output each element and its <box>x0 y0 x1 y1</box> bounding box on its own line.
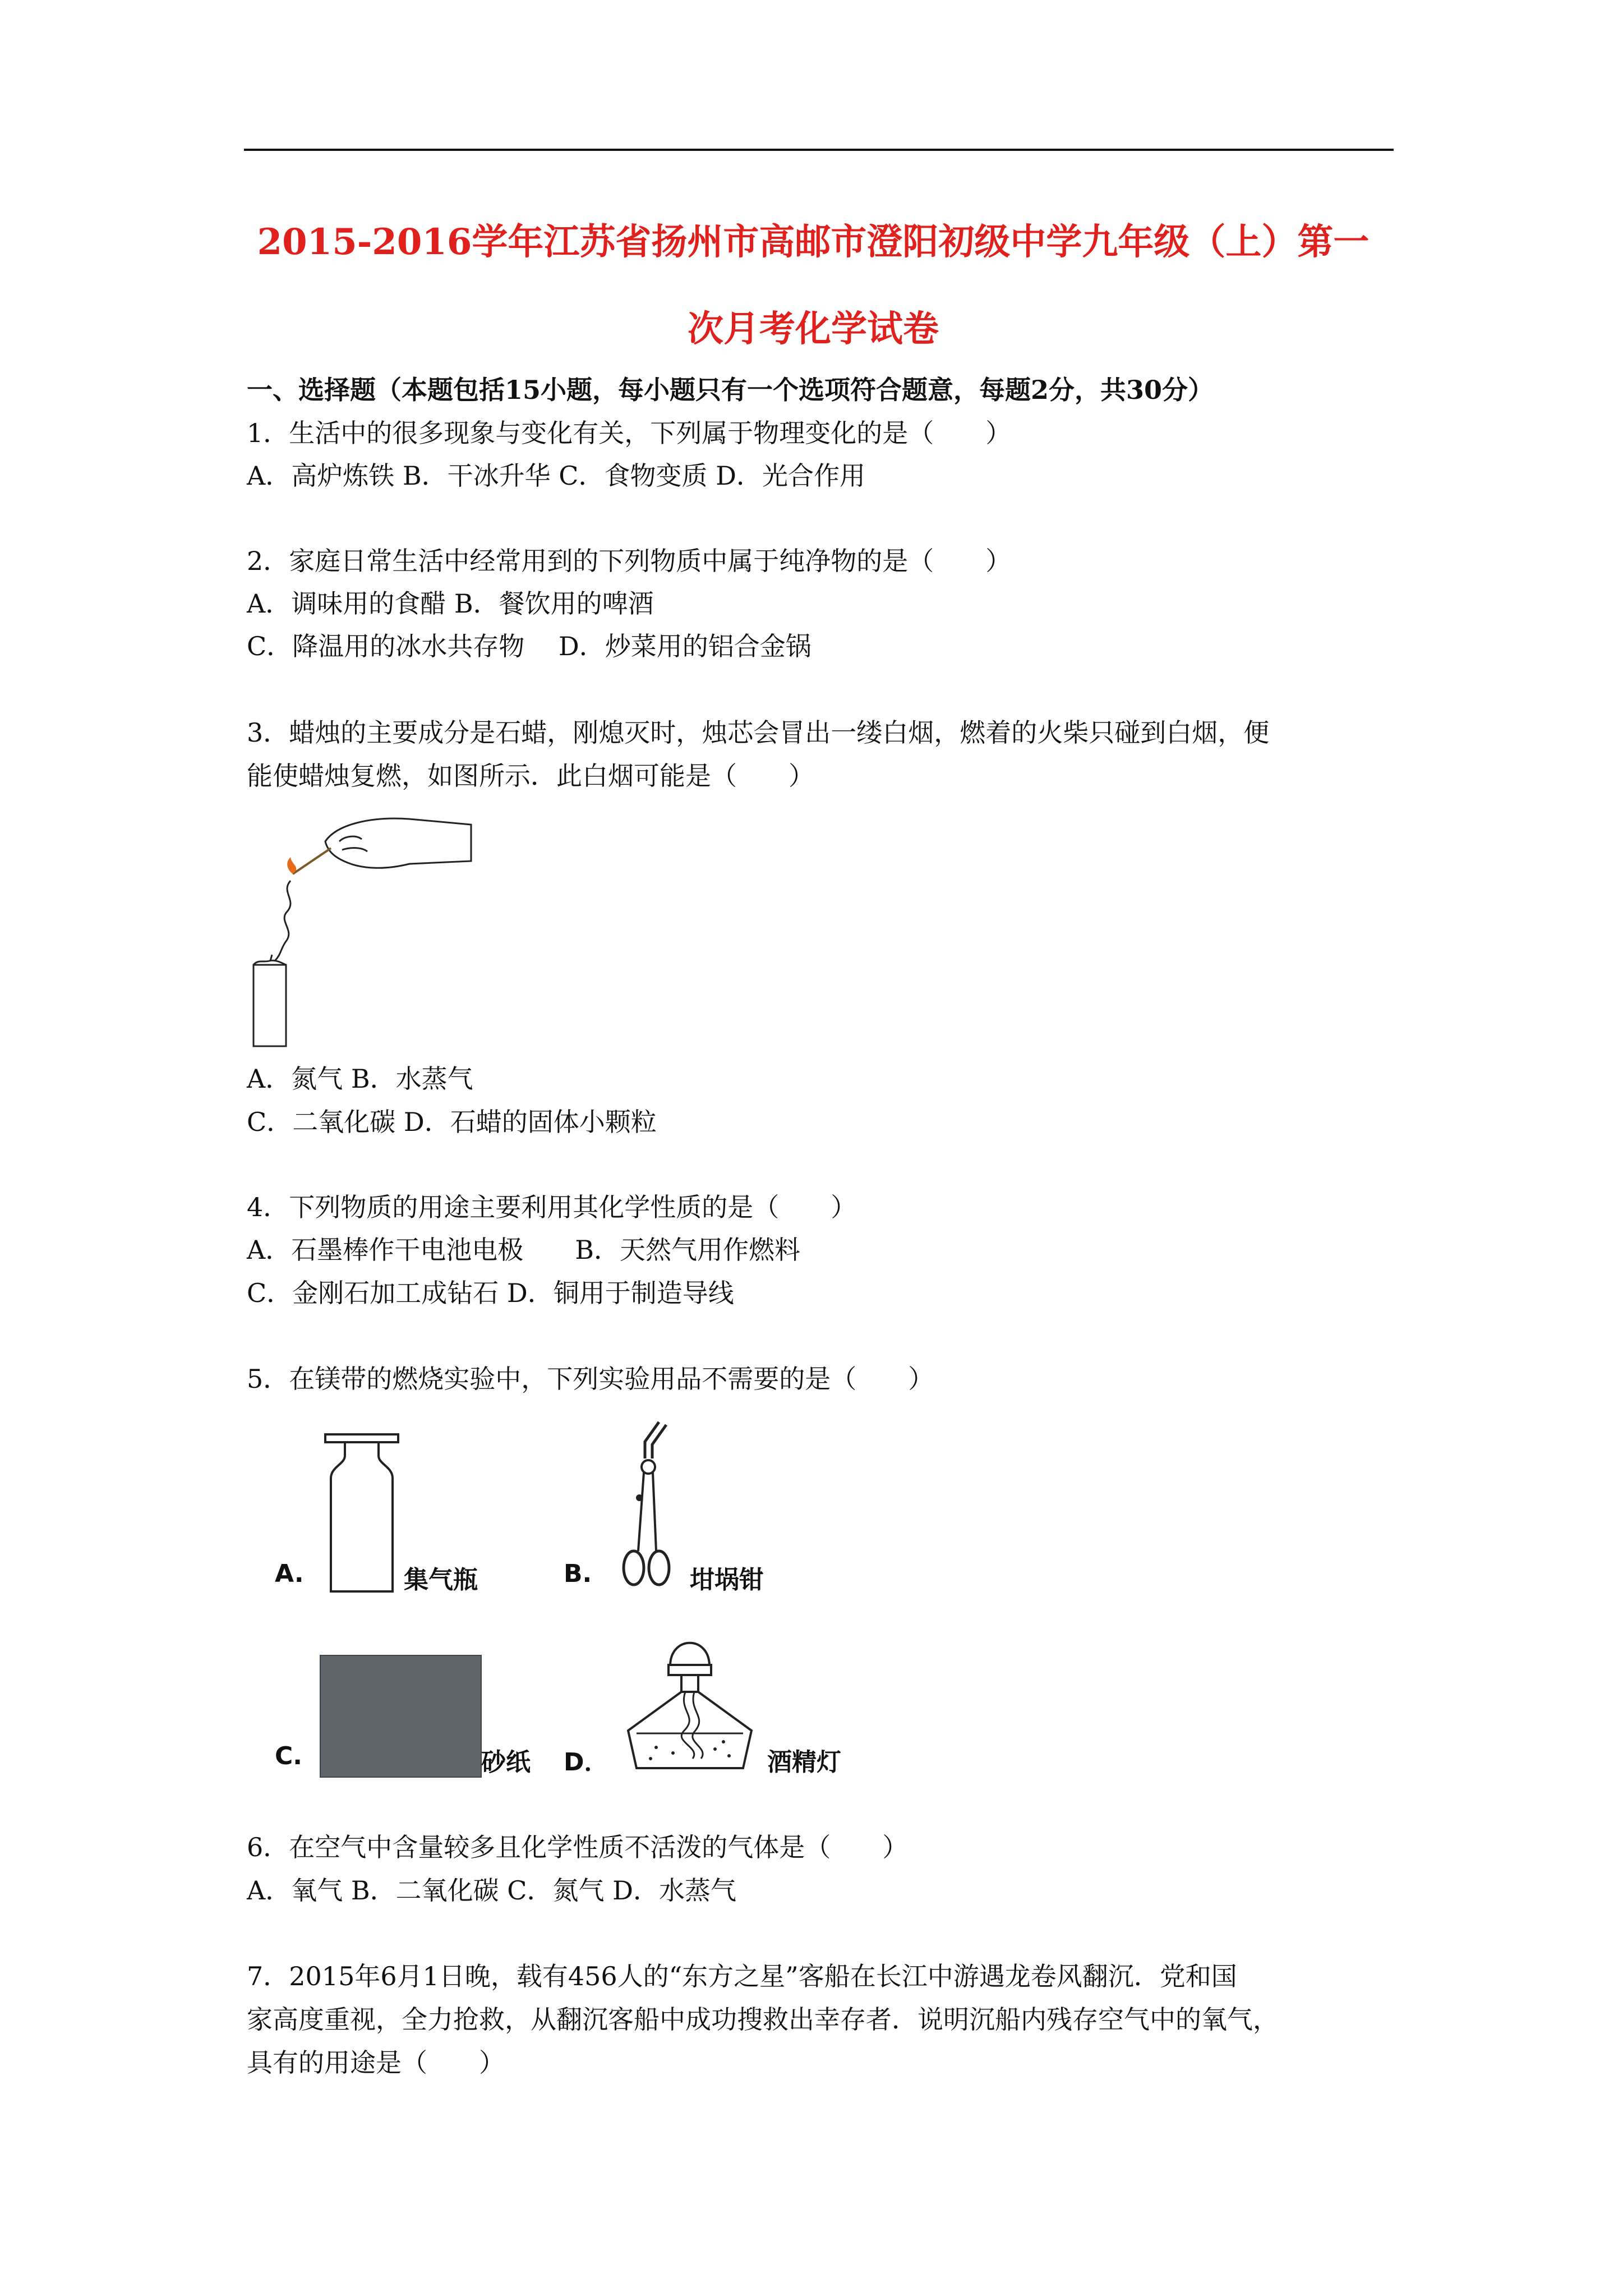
exam-title-line-1: 2015-2016学年江苏省扬州市高邮市澄阳初级中学九年级（上）第一 <box>257 221 1370 263</box>
option-d-name: 酒精灯 <box>767 1748 841 1777</box>
q4-option-row-1: A．石墨棒作干电池电极 B．天然气用作燃料 <box>247 1235 801 1265</box>
option-b-letter: B. <box>564 1559 592 1588</box>
option-a-name: 集气瓶 <box>404 1566 478 1594</box>
q3-stem-line-2: 能使蜡烛复燃，如图所示．此白烟可能是（ ） <box>247 761 814 791</box>
q7-stem-line-2: 家高度重视，全力抢救，从翻沉客船中成功搜救出幸存者．说明沉船内残存空气中的氧气， <box>247 2004 1279 2035</box>
q5-stem: 5．在镁带的燃烧实验中，下列实验用品不需要的是（ ） <box>247 1364 934 1394</box>
sandpaper-figure <box>320 1655 482 1778</box>
q3-stem-line-1: 3．蜡烛的主要成分是石蜡，刚熄灭时，烛芯会冒出一缕白烟，燃着的火柴只碰到白烟，便 <box>247 717 1270 748</box>
option-d-letter: D． <box>564 1748 609 1777</box>
candle-match-figure <box>241 802 477 1049</box>
q3-option-row-1: A．氮气 B．水蒸气 <box>247 1064 473 1094</box>
q6-stem: 6．在空气中含量较多且化学性质不活泼的气体是（ ） <box>247 1832 909 1862</box>
header-rule <box>244 149 1394 151</box>
q1-options: A．高炉炼铁 B．干冰升华 C．食物变质 D．光合作用 <box>247 461 865 491</box>
crucible-tongs-figure <box>606 1419 673 1593</box>
q2-stem: 2．家庭日常生活中经常用到的下列物质中属于纯净物的是（ ） <box>247 546 1012 576</box>
q2-option-row-2: C．降温用的冰水共存物 D．炒菜用的铝合金锅 <box>247 631 811 661</box>
option-a-letter: A. <box>275 1559 304 1588</box>
q1-stem: 1．生活中的很多现象与变化有关，下列属于物理变化的是（ ） <box>247 418 1012 448</box>
section-heading: 一、选择题（本题包括15小题，每小题只有一个选项符合题意，每题2分，共30分） <box>247 375 1214 405</box>
q3-option-row-2: C．二氧化碳 D．石蜡的固体小颗粒 <box>247 1107 657 1137</box>
q4-option-row-2: C．金刚石加工成钻石 D．铜用于制造导线 <box>247 1278 734 1308</box>
q4-stem: 4．下列物质的用途主要利用其化学性质的是（ ） <box>247 1192 857 1222</box>
q2-option-row-1: A．调味用的食醋 B．餐饮用的啤酒 <box>247 588 654 619</box>
gas-jar-figure <box>314 1433 409 1596</box>
option-c-letter: C. <box>275 1742 303 1770</box>
q7-stem-line-1: 7．2015年6月1日晚，载有456人的“东方之星”客船在长江中游遇龙卷风翻沉．党和国 <box>247 1961 1237 1991</box>
exam-title-line-2: 次月考化学试卷 <box>688 308 939 350</box>
q7-stem-line-3: 具有的用途是（ ） <box>247 2047 505 2078</box>
q6-options: A．氧气 B．二氧化碳 C．氮气 D．水蒸气 <box>247 1875 736 1906</box>
option-c-name: 砂纸 <box>481 1748 531 1777</box>
option-b-name: 坩埚钳 <box>690 1566 764 1594</box>
